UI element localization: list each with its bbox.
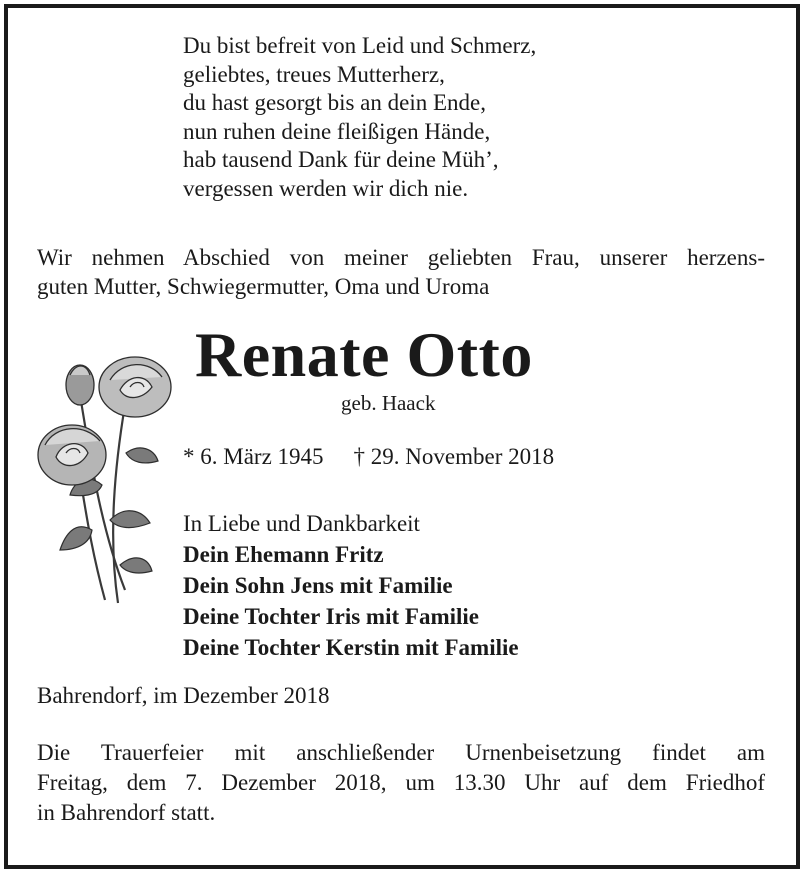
poem-line: hab tausend Dank für deine Müh’, [183, 147, 499, 172]
family-member: Deine Tochter Kerstin mit Familie [183, 635, 519, 660]
poem [183, 32, 536, 203]
ceremony-line: Freitag, dem 7. Dezember 2018, um 13.30 Uhr auf dem Friedhof [37, 770, 765, 795]
ceremony-notice [37, 738, 765, 828]
roses-icon [30, 345, 180, 610]
poem-line: nun ruhen deine fleißigen Hände, [183, 118, 491, 144]
poem-line: vergessen werden wir dich nie. [183, 175, 469, 201]
birth-name: geb. Haack [341, 391, 436, 415]
death-date: † 29. November 2018 [353, 444, 555, 469]
family-member: Dein Ehemann Fritz [183, 542, 384, 567]
deceased-name: Renate Otto [195, 319, 533, 390]
ceremony-line: in Bahrendorf statt. [37, 800, 216, 825]
ceremony-line: Die Trauerfeier mit anschließender Urnenbeisetzung findet am [37, 740, 765, 765]
intro-line: Wir nehmen Abschied von meiner geliebten Frau, unserer herzens- [37, 245, 765, 270]
poem-line: du hast gesorgt bis an dein Ende, [183, 90, 486, 115]
family-signatures [183, 508, 519, 663]
farewell-intro [37, 243, 765, 301]
family-member: Dein Sohn Jens mit Familie [183, 573, 453, 598]
family-intro: In Liebe und Dankbarkeit [183, 511, 420, 536]
birth-date: * 6. März 1945 [183, 444, 324, 469]
place-and-date: Bahrendorf, im Dezember 2018 [37, 683, 330, 708]
poem-line: Du bist befreit von Leid und Schmerz, [183, 33, 537, 58]
life-dates [183, 444, 554, 470]
intro-line: guten Mutter, Schwiegermutter, Oma und Uroma [37, 274, 490, 299]
family-member: Deine Tochter Iris mit Familie [183, 604, 479, 629]
poem-line: geliebtes, treues Mutterherz, [183, 61, 445, 87]
